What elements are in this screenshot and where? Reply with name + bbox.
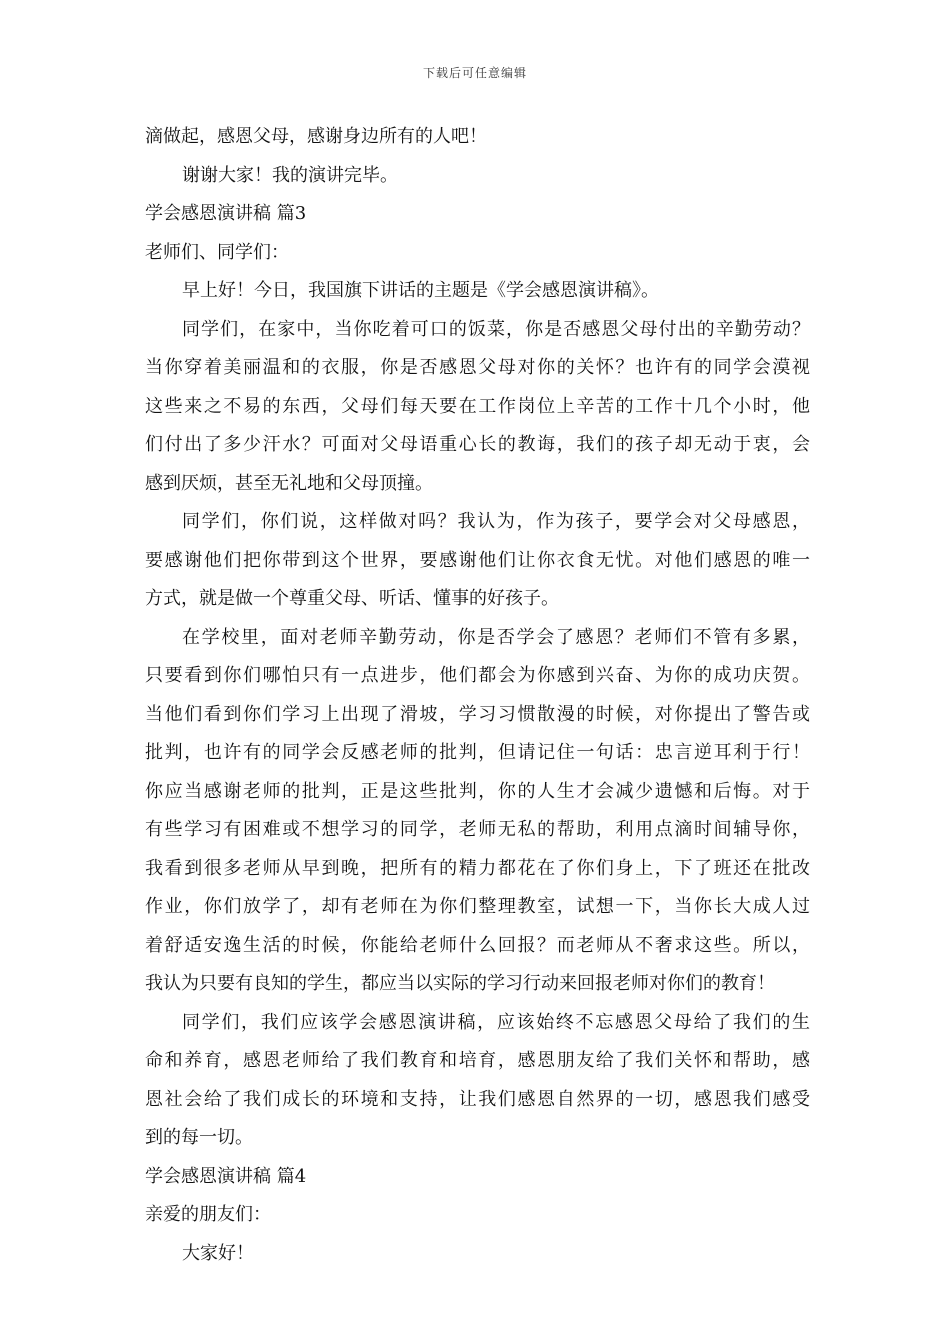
text-line: 批判，也许有的同学会反感老师的批判，但请记住一句话：忠言逆耳利于行！ [145, 742, 810, 763]
text-line: 同学们，我们应该学会感恩演讲稿，应该始终不忘感恩父母给了我们的生 [182, 1011, 810, 1033]
text-line: 当你穿着美丽温和的衣服，你是否感恩父母对你的关怀？也许有的同学会漠视 [145, 357, 810, 378]
text-line: 同学们，你们说，这样做对吗？我认为，作为孩子，要学会对父母感恩， [182, 511, 810, 532]
text-line: 早上好！今日，我国旗下讲话的主题是《学会感恩演讲稿》。 [182, 280, 659, 301]
document-body [145, 118, 810, 1273]
text-line: 有些学习有困难或不想学习的同学，老师无私的帮助，利用点滴时间辅导你， [145, 819, 810, 840]
text-line: 我看到很多老师从早到晚，把所有的精力都花在了你们身上，下了班还在批改 [145, 857, 810, 879]
text-line: 恩社会给了我们成长的环境和支持，让我们感恩自然界的一切，感恩我们感受 [145, 1088, 810, 1110]
text-line: 作业，你们放学了，却有老师在为你们整理教室，试想一下，当你长大成人过 [145, 896, 810, 917]
text-line: 命和养育，感恩老师给了我们教育和培育，感恩朋友给了我们关怀和帮助，感 [145, 1050, 810, 1071]
text-line: 们付出了多少汗水？可面对父母语重心长的教诲，我们的孩子却无动于衷，会 [145, 434, 810, 455]
text-line: 要感谢他们把你带到这个世界，要感谢他们让你衣食无忧。对他们感恩的唯一 [145, 549, 810, 571]
text-line: 学会感恩演讲稿 篇3 [145, 203, 307, 224]
text-line: 学会感恩演讲稿 篇4 [145, 1165, 307, 1187]
text-line: 你应当感谢老师的批判，正是这些批判，你的人生才会减少遗憾和后悔。对于 [145, 780, 810, 802]
text-line: 着舒适安逸生活的时候，你能给老师什么回报？而老师从不奢求这些。所以， [145, 934, 810, 956]
text-line: 我认为只要有良知的学生，都应当以实际的学习行动来回报老师对你们的教育！ [145, 973, 775, 994]
text-line: 这些来之不易的东西，父母们每天要在工作岗位上辛苦的工作十几个小时，他 [145, 395, 810, 417]
text-line: 老师们、同学们： [145, 241, 289, 263]
text-line: 同学们，在家中，当你吃着可口的饭菜，你是否感恩父母付出的辛勤劳动？ [182, 318, 810, 340]
text-line: 感到厌烦，甚至无礼地和父母顶撞。 [145, 472, 433, 494]
text-line: 到的每一切。 [145, 1127, 253, 1148]
text-line: 在学校里，面对老师辛勤劳动，你是否学会了感恩？老师们不管有多累， [182, 626, 810, 648]
text-line: 大家好！ [182, 1242, 254, 1264]
text-line: 亲爱的朋友们： [145, 1204, 271, 1225]
text-line: 只要看到你们哪怕只有一点进步，他们都会为你感到兴奋、为你的成功庆贺。 [145, 665, 810, 686]
text-line: 谢谢大家！我的演讲完毕。 [182, 164, 398, 186]
page-header: 下载后可任意编辑 [422, 66, 527, 80]
text-line: 方式，就是做一个尊重父母、听话、懂事的好孩子。 [145, 588, 559, 609]
text-line: 滴做起，感恩父母，感谢身边所有的人吧！ [145, 126, 487, 147]
text-line: 当他们看到你们学习上出现了滑坡，学习习惯散漫的时候，对你提出了警告或 [145, 703, 810, 725]
